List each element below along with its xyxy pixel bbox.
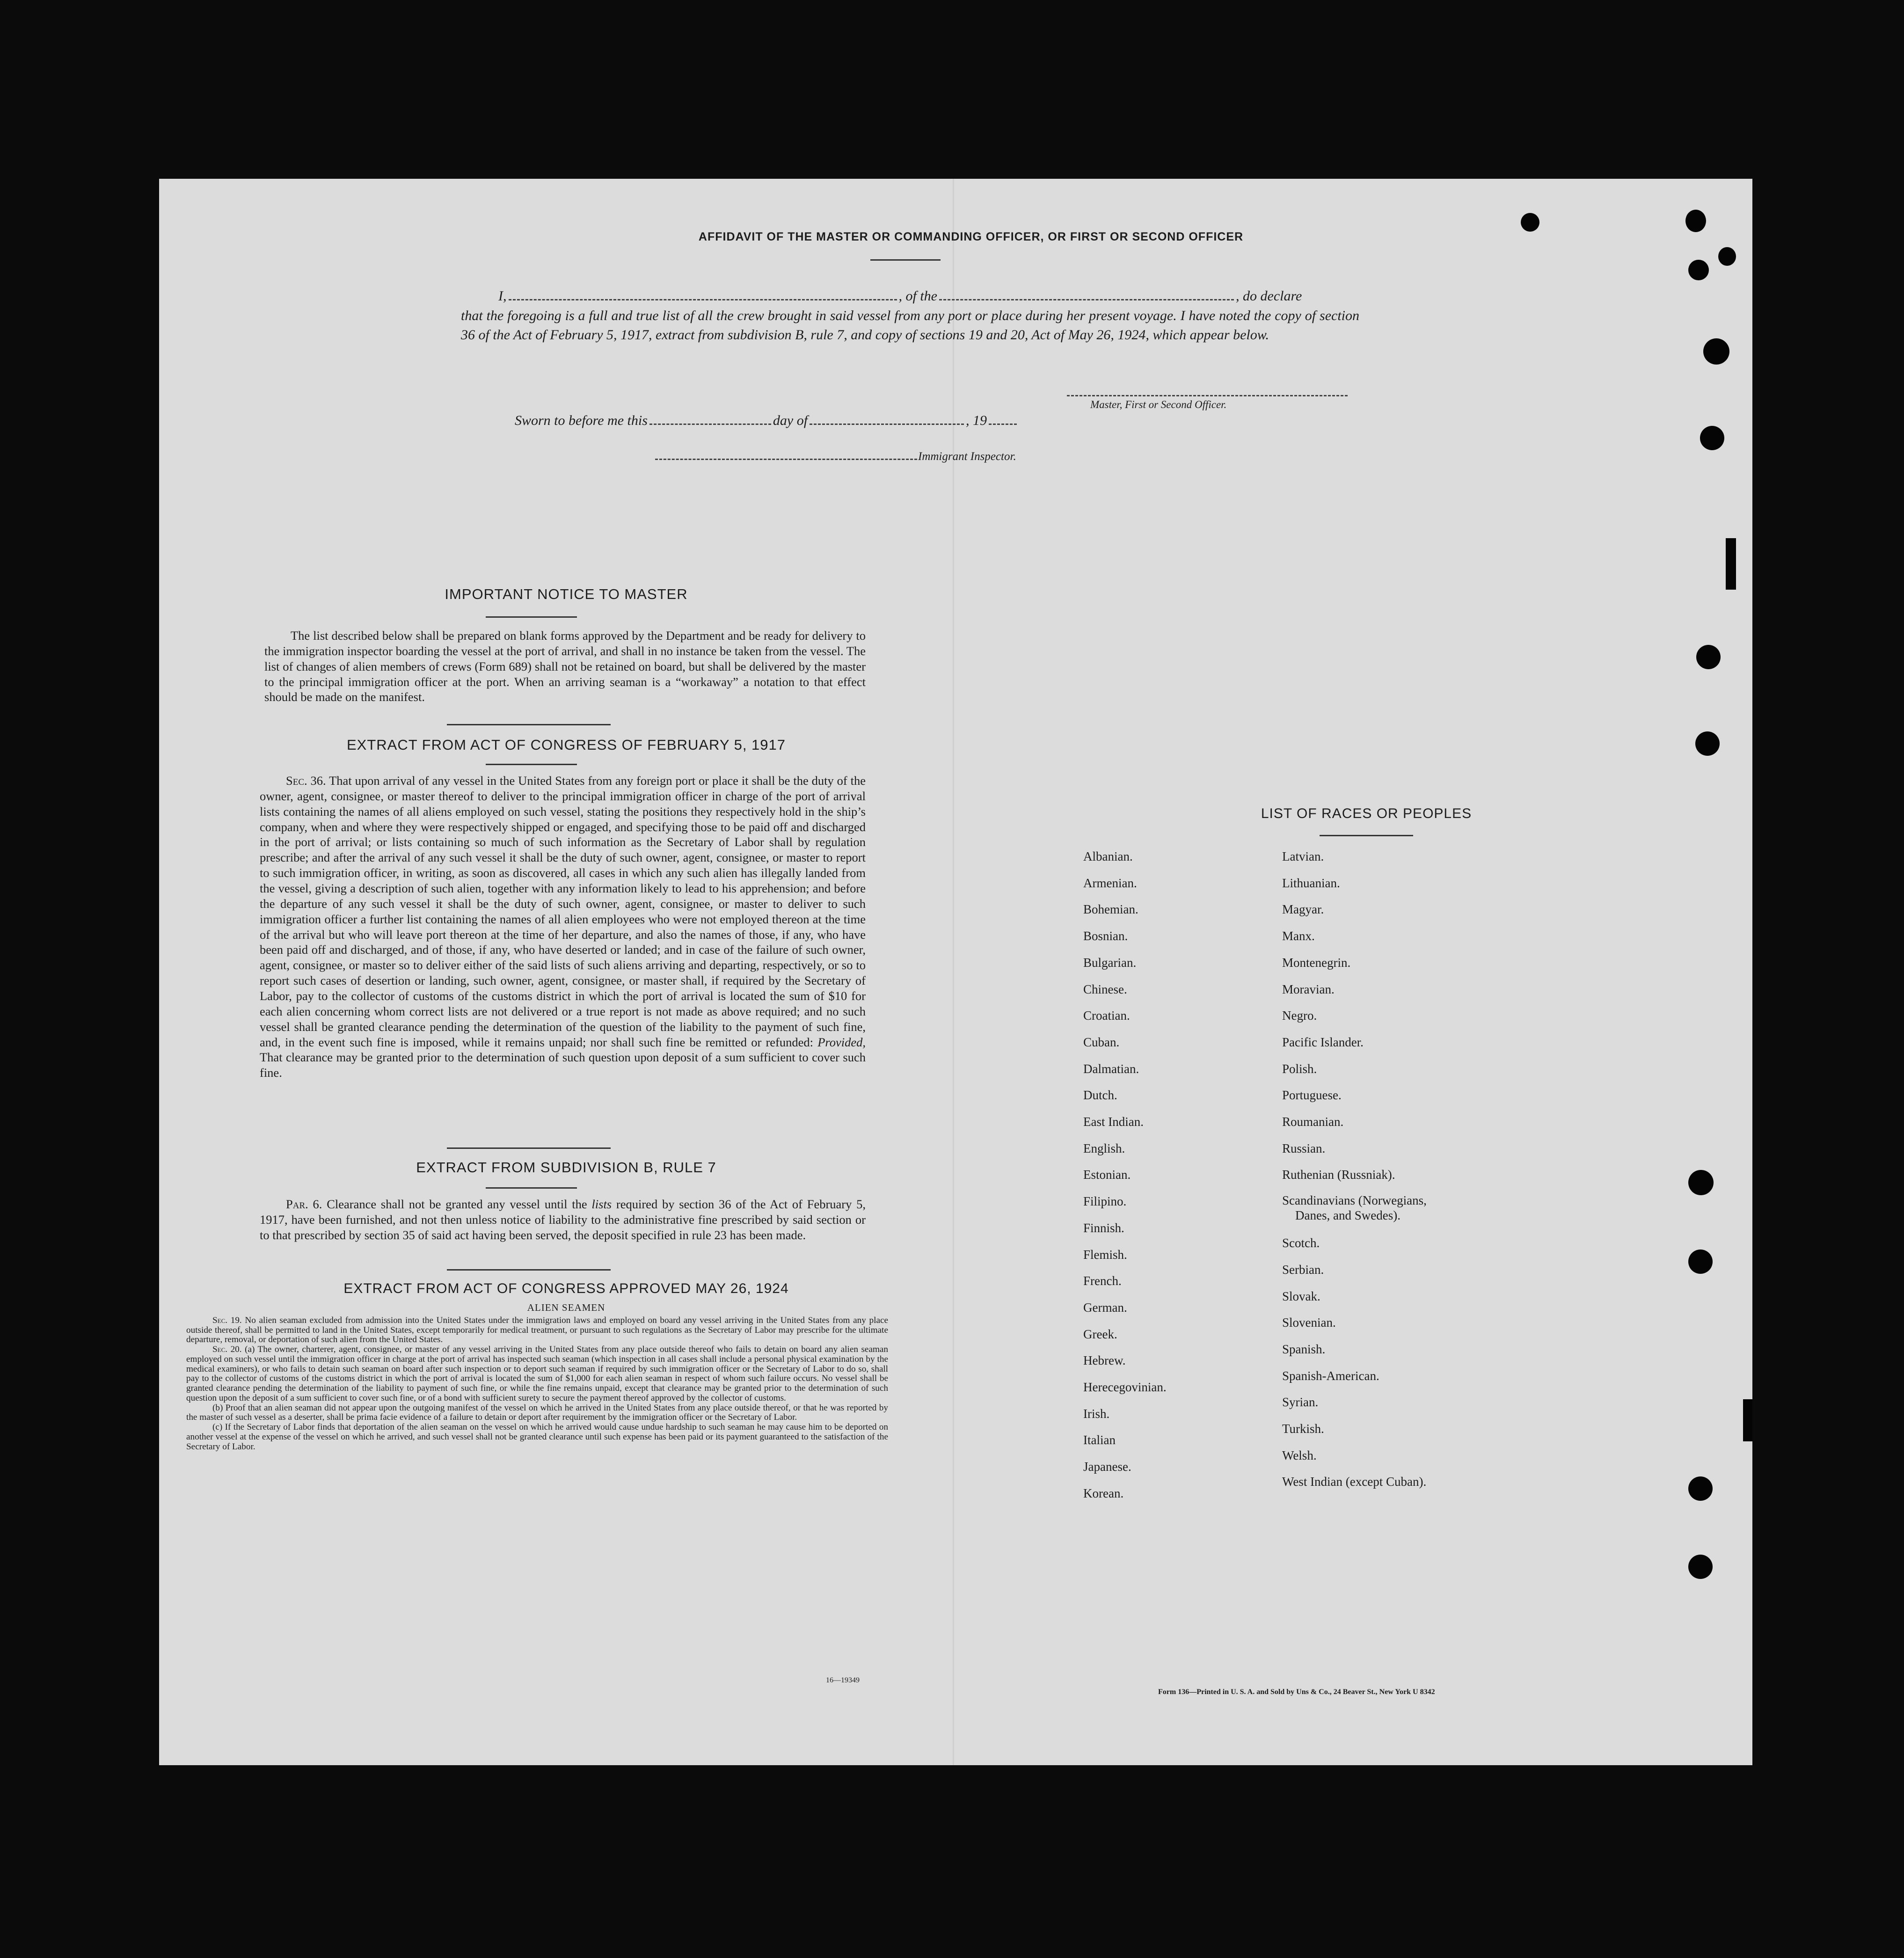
act1917-separator [447,1147,611,1149]
races-right-column [1282,843,1427,1495]
race-item: Spanish. [1282,1342,1326,1356]
act1924-subtitle: ALIEN SEAMEN [527,1302,605,1313]
race-item-line: Danes, and Swedes). [1295,1208,1401,1223]
race-item: West Indian (except Cuban). [1282,1475,1427,1489]
sworn-day-label: day of [773,413,808,428]
sworn-year-blank[interactable] [989,419,1017,425]
race-item-scandinavians [1282,1188,1427,1230]
par6-body-b: required by section 36 of the Act of February 5, 1917, have been furnished, and not then unless notice of liability to the administrative fine prescribed by said section or to that prescribed by section 35 of said act having been served, the deposit specified in rule 23 has been made. [260,1197,866,1242]
race-item: Roumanian. [1282,1115,1344,1129]
race-item: English. [1083,1141,1125,1155]
binder-hole [1696,645,1721,669]
race-item: Croatian. [1083,1008,1130,1023]
race-item: Dalmatian. [1083,1061,1139,1076]
affidavit-text: that the foregoing is a full and true list of all the crew brought in said vessel from any port or place during her present voyage. I have noted the copy of section 36 of the Act of February 5, 1917, extract from subdivision B, rule 7, and copy of sections 19 and 20, Act of May 26, 1924, which appear below. [461,308,1359,343]
race-item: Magyar. [1282,902,1324,917]
race-item: Russian. [1282,1141,1326,1155]
binder-hole [1700,426,1724,450]
sec20-label: Sec. 20. [212,1344,242,1355]
races-title: LIST OF RACES OR PEOPLES [1261,806,1472,821]
race-item: Scotch. [1282,1236,1320,1250]
sec36-body: That upon arrival of any vessel in the United States from any foreign port or place it shall be the duty of the owner, agent, consignee, or master thereof to deliver to the principal immigration officer in charge of the port of arrival lists containing the names of all aliens employed on such vessel, stating the positions they respectively hold in the ship’s company, when and where they were respectively shipped or engaged, and specifying those to be paid off and discharged in the port of arrival; or lists containing so much of such information as the Secretary of Labor shall by regulation prescribe; and after the arrival of any such vessel it shall be the duty of such owner, agent, consignee, or master to report to such immigration officer, in writing, as soon as discovered, all cases in which any such alien has illegally landed from the vessel, giving a description of such alien, together with any information likely to lead to his apprehension; and before the departure of any such vessel it shall be the duty of such owner, agent, consignee, or master to deliver to such immigration officer a further list containing the names of all alien employees who were not employed thereon at the time of the arrival but who will leave port thereon at the time of her departure, and also the names of those, if any, who have been paid off and discharged, and of those, if any, who have deserted or landed; and in case of the failure of such owner, agent, consignee, or master so to deliver either of the said lists of such aliens arriving and departing, respectively, or so to report such cases of desertion or landing, such owner, agent, consignee, or master shall, if required by the Secretary of Labor, pay to the collector of customs of the customs district in which the port of arrival is located the sum of $10 for each alien concerning whom correct lists are not delivered or a true report is not made as above required; and no such vessel shall be granted clearance pending the determination of the question of the liability to the payment of such fine, and, in the event such fine is imposed, while it remains unpaid; nor shall such fine be remitted or refunded: [260,774,866,1049]
race-item: Slovenian. [1282,1315,1336,1330]
race-item: Armenian. [1083,876,1137,890]
binder-hole [1521,213,1539,232]
race-item: Greek. [1083,1327,1117,1341]
sec19-paragraph [186,1316,888,1345]
lists-word: lists [591,1197,612,1211]
race-item: Japanese. [1083,1460,1131,1474]
race-item: Syrian. [1282,1395,1319,1410]
binder-hole [1685,210,1706,232]
race-item: Negro. [1282,1008,1317,1023]
races-rule [1320,835,1413,836]
race-item-line: Scandinavians (Norwegians, [1282,1193,1427,1208]
act1924-text [186,1316,888,1452]
notice-rule [486,616,577,618]
sec19-label: Sec. 19. [212,1315,242,1325]
master-label: Master, First or Second Officer. [1090,399,1227,410]
race-item: Slovak. [1282,1289,1320,1303]
race-item: Herecegovinian. [1083,1380,1167,1395]
notice-title: IMPORTANT NOTICE TO MASTER [445,586,688,602]
race-item: Spanish-American. [1282,1368,1379,1383]
inspector-signature-line[interactable] [655,458,917,460]
form-code: 16—19349 [826,1676,860,1684]
sec19-body: No alien seaman excluded from admission into the United States under the immigration laws and employed on board any vessel arriving in the United States from any place outside thereof, shall be permitted to land in the United States, except temporarily for medical treatment, or pursuant to such regulations as the Secretary of Labor may prescribe for the ultimate departure, removal, or deportation of such alien from the United States. [186,1315,888,1345]
race-item: East Indian. [1083,1115,1144,1129]
binder-hole [1688,1476,1713,1501]
sec20b-paragraph: (b) Proof that an alien seaman did not appear upon the outgoing manifest of the vessel on which he arrived in the United States from any place outside thereof, or that he was reported by the master of such vessel as a deserter, shall be prima facie evidence of a failure to detain or deport after requirement by the immigration officer or the Secretary of Labor. [186,1403,888,1423]
decl-of-the-label: , of the [898,288,937,304]
race-item: Chinese. [1083,982,1127,996]
race-item: Bulgarian. [1083,955,1137,970]
races-left-column [1083,843,1167,1507]
act1917-title: EXTRACT FROM ACT OF CONGRESS OF FEBRUARY 5, 1917 [346,737,786,753]
binder-hole [1703,338,1729,365]
title-rule [870,259,941,261]
declaration-line [461,286,1514,306]
sworn-line [515,413,1019,429]
subdivb-title: EXTRACT FROM SUBDIVISION B, RULE 7 [416,1159,716,1176]
race-item: Bosnian. [1083,929,1128,943]
binder-hole [1695,731,1720,756]
sec20a-body: (a) The owner, charterer, agent, consignee, or master of any vessel arriving in the United States from any place outside thereof who fails to detain on board any alien seaman employed on such vessel until the immigration officer in charge at the port of arrival has inspected such seaman (which inspection in all cases shall include a personal physical examination by the medical examiners), or who fails to detain such seaman on board after such inspection or to deport such seaman if required by such immigration officer or the Secretary of Labor to do so, shall pay to the collector of customs of the customs district in which the port of arrival is located the sum of $1,000 for each alien seaman in respect of whom such failure occurs. No vessel shall be granted clearance pending the determination of the liability to payment of such fine, or while the fine remains unpaid, except that clearance may be granted prior to the determination of such question upon the deposit of a sum sufficient to cover such fine, or of a bond with sufficient surety to secure the payment thereof approved by the collector of customs. [186,1344,888,1403]
par6-label: Par. 6. [286,1197,322,1211]
paper-notch [1726,538,1736,590]
race-item: Korean. [1083,1486,1124,1500]
race-item: Albanian. [1083,849,1133,863]
race-item: Hebrew. [1083,1353,1126,1368]
race-item: Moravian. [1282,982,1335,996]
subdivb-separator [447,1269,611,1271]
notice-text: The list described below shall be prepared on blank forms approved by the Department and be ready for delivery to the immigration inspector boarding the vessel at the port of arrival, and shall in no instance be taken from the vessel. The list of changes of alien members of crews (Form 689) shall not be retained on board, but shall be delivered by the master to the principal immigration officer at the port. When an arriving seaman is a “workaway” a notation to that effect should be made on the manifest. [264,628,866,704]
race-item: Cuban. [1083,1035,1120,1049]
sec36-label: Sec. 36. [286,774,326,788]
sworn-day-blank[interactable] [649,419,771,425]
form-printer-note: Form 136—Printed in U. S. A. and Sold by Uns & Co., 24 Beaver St., New York U 8342 [1158,1688,1435,1696]
race-item: Serbian. [1282,1262,1324,1277]
race-item: Polish. [1282,1061,1317,1076]
binder-hole [1688,1555,1713,1579]
par6-text [260,1197,866,1243]
decl-i-label: I, [498,288,507,304]
race-item: Italian [1083,1433,1116,1447]
race-item: Flemish. [1083,1247,1127,1262]
notice-separator [447,724,611,725]
race-item: Dutch. [1083,1088,1117,1103]
race-item: Finnish. [1083,1220,1124,1235]
race-item: Ruthenian (Russniak). [1282,1168,1395,1182]
race-item: Portuguese. [1282,1088,1342,1103]
document-page [159,179,1752,1765]
subdivb-rule [486,1187,577,1189]
race-item: Montenegrin. [1282,955,1351,970]
inspector-label: Immigrant Inspector. [918,450,1016,463]
binder-hole [1688,1170,1714,1195]
race-item: Manx. [1282,929,1315,943]
race-item: Bohemian. [1083,902,1138,917]
binder-hole [1688,1249,1713,1274]
race-item: Latvian. [1282,849,1324,863]
race-item: Lithuanian. [1282,876,1340,890]
race-item: French. [1083,1274,1122,1288]
vessel-blank[interactable] [939,294,1234,300]
race-item: Pacific Islander. [1282,1035,1364,1049]
sec36-body-end: That clearance may be granted prior to the determination of such question upon deposit of a sum sufficient to cover such fine. [260,1050,866,1080]
sworn-month-blank[interactable] [810,419,964,425]
provided-word: Provided, [817,1035,866,1049]
binder-hole [1688,260,1709,280]
race-item: Irish. [1083,1406,1110,1421]
decl-end-label: , do declare [1236,288,1302,304]
sworn-year-label: , 19 [966,413,987,428]
race-item: Turkish. [1282,1422,1324,1436]
race-item: Estonian. [1083,1168,1131,1182]
race-item: German. [1083,1300,1127,1315]
act1924-title: EXTRACT FROM ACT OF CONGRESS APPROVED MAY 26, 1924 [343,1281,789,1296]
name-blank[interactable] [509,294,897,300]
sec20c-paragraph: (c) If the Secretary of Labor finds that deportation of the alien seaman on the vessel on which he arrived would cause undue hardship to such seaman he may cause him to be deported on another vessel at the expense of the vessel on which he arrived, and such vessel shall not be granted clearance until such expense has been paid or its payment guaranteed to the satisfaction of the Secretary of Labor. [186,1422,888,1452]
race-item: Filipino. [1083,1194,1127,1209]
sec36-text [260,773,866,1081]
binder-hole [1718,247,1736,266]
paper-notch [1743,1399,1752,1441]
par6-body-a: Clearance shall not be granted any vessel until the [327,1197,587,1211]
race-item: Welsh. [1282,1448,1317,1462]
sec20a-paragraph [186,1345,888,1403]
master-signature-line[interactable] [1067,394,1348,396]
act1917-rule [486,764,577,765]
affidavit-title: AFFIDAVIT OF THE MASTER OR COMMANDING OFFICER, OR FIRST OR SECOND OFFICER [698,230,1244,243]
sworn-prefix: Sworn to before me this [515,413,648,428]
